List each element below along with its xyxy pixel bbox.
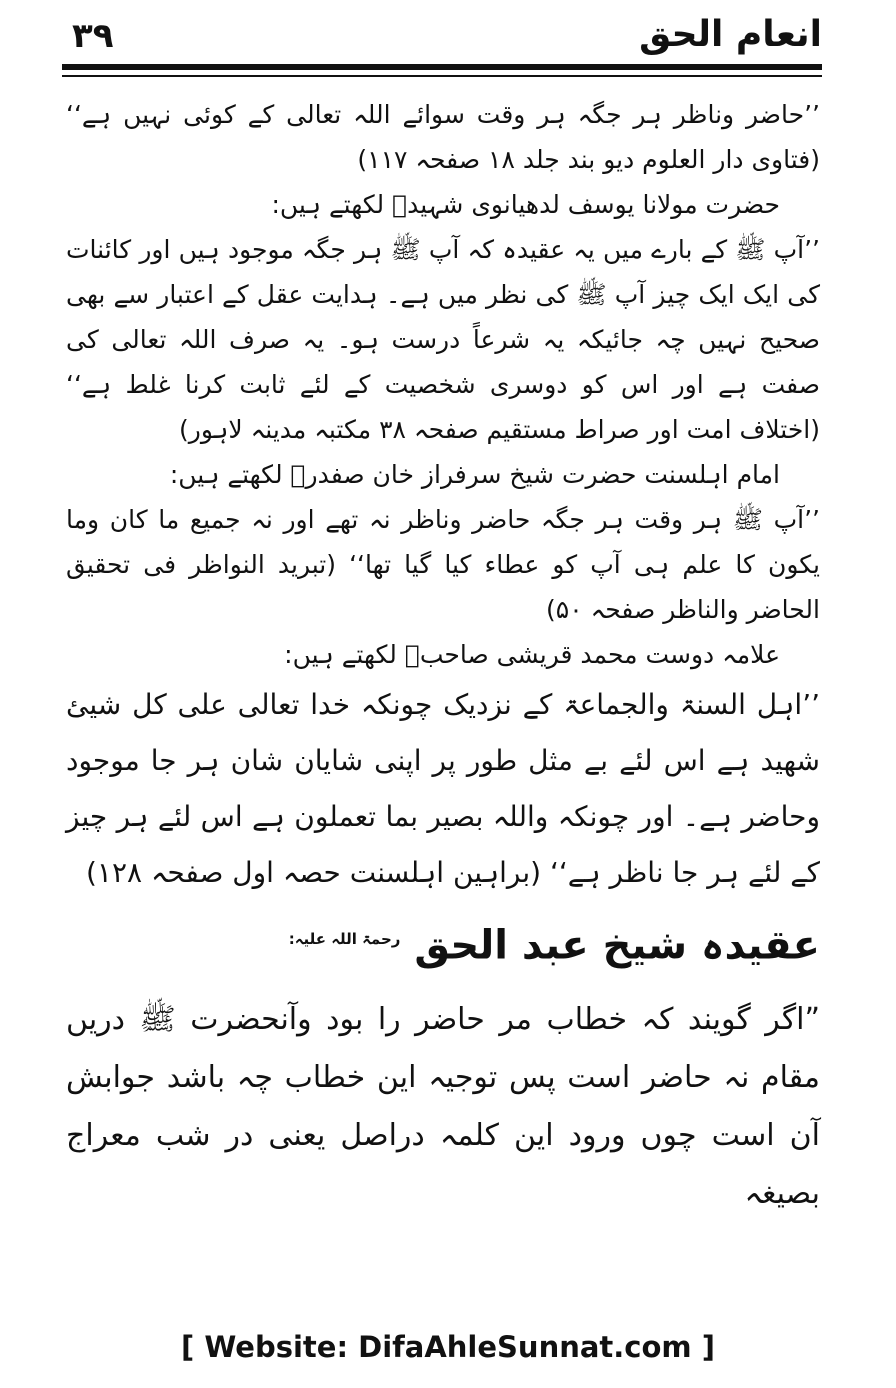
website-footer: [ Website: DifaAhleSunnat.com ] <box>180 1330 715 1364</box>
page-body <box>66 92 820 1223</box>
section-heading-title: عقیدہ شیخ عبد الحق <box>414 922 820 969</box>
header-rule-thin <box>62 75 822 77</box>
book-title: انعام الحق <box>639 14 822 55</box>
persian-quote: ”اگر گویند کہ خطاب مر حاضر را بود وآنحضرت ﷺ دریں مقام نہ حاضر است پس توجیہ این خطاب چہ باشد جوابش آن است چوں ورود این کلمہ دراصل یعنی در شب معراج بصیغہ <box>66 1002 820 1212</box>
quote-fatawa-deoband: ’’حاضر وناظر ہر جگہ ہر وقت سوائے اللہ تعالی کے کوئی نہیں ہے‘‘ (فتاوی دار العلوم دیو بند جلد ۱۸ صفحہ ۱۱۷) <box>66 100 820 174</box>
section-heading <box>66 911 820 973</box>
page-header <box>62 12 822 62</box>
quote-ludhianvi: ’’آپ ﷺ کے بارے میں یہ عقیدہ کہ آپ ﷺ ہر جگہ موجود ہیں اور کائنات کی ایک ایک چیز آپ ﷺ کی نظر میں ہے۔ ہدایت عقل کے اعتبار سے بھی صحیح نہیں چہ جائیکہ یہ شرعاً درست ہو۔ یہ صرف اللہ تعالی کی صفت ہے اور اس کو دوسری شخصیت کے لئے ثابت کرنا غلط ہے‘‘ (اختلاف امت اور صراط مستقیم صفحہ ۳۸ مکتبہ مدینہ لاہور) <box>66 235 820 444</box>
quote-qureshi: ’’اہل السنۃ والجماعۃ کے نزدیک چونکہ خدا تعالی علی کل شیئ شھید ہے اس لئے بے مثل طور پر اپنی شایان شان ہر جا موجود وحاضر ہے۔ اور چونکہ واللہ بصیر بما تعملون ہے اس لئے ہر چیز کے لئے ہر جا ناظر ہے‘‘ (براہین اہلسنت حصہ اول صفحہ ۱۲۸) <box>66 688 820 889</box>
intro-ludhianvi: حضرت مولانا یوسف لدھیانوی شہیدؒ لکھتے ہیں: <box>271 190 780 219</box>
section-heading-honorific: رحمۃ اللہ علیہ: <box>288 930 401 948</box>
page-number: ۳۹ <box>72 16 114 56</box>
intro-qureshi: علامہ دوست محمد قریشی صاحبؒ لکھتے ہیں: <box>284 640 780 669</box>
header-rule-thick <box>62 64 822 70</box>
intro-safdar: امام اہلسنت حضرت شیخ سرفراز خان صفدرؒ لکھتے ہیں: <box>169 460 780 489</box>
quote-safdar: ’’آپ ﷺ ہر وقت ہر جگہ حاضر وناظر نہ تھے اور نہ جمیع ما کان وما یکون کا علم ہی آپ کو عطاء کیا گیا تھا‘‘ (تبرید النواظر فی تحقیق الحاضر والناظر صفحہ ۵۰) <box>66 505 820 624</box>
